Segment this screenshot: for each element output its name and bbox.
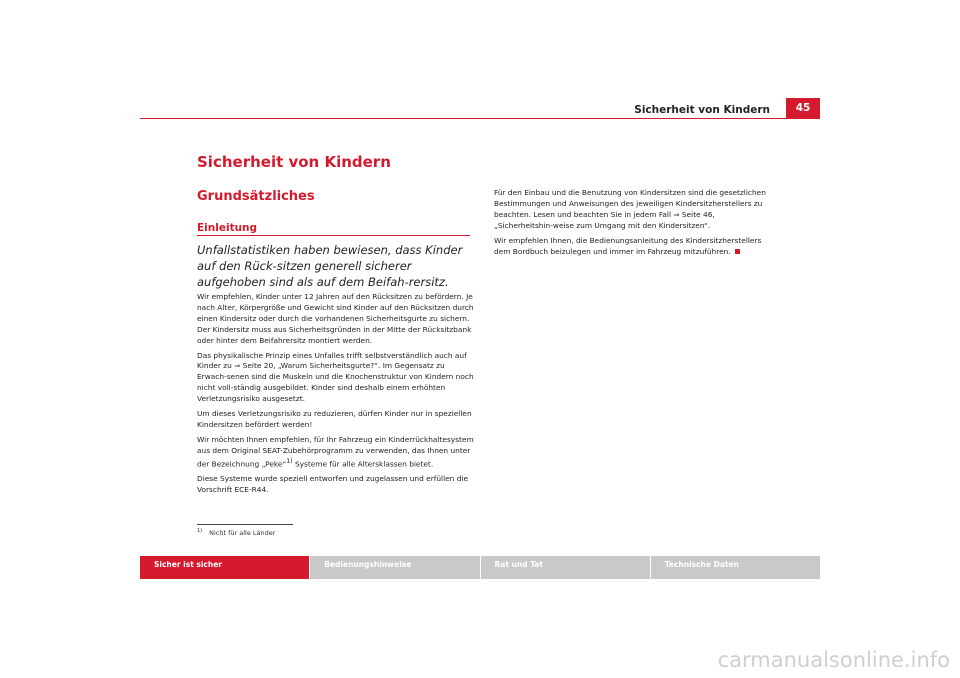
peke-text-after: Systeme für alle Altersklassen bietet. [292,459,434,469]
subsection-title: Einleitung [197,222,258,234]
footnote-divider [197,524,293,525]
footnote-text: Nicht für alle Länder [209,529,276,538]
peke-paragraph [197,435,474,470]
body-paragraph: Um dieses Verletzungsrisiko zu reduzieren, dürfen Kinder nur in speziellen Kindersitzen befördert werden! [197,409,472,429]
peke-text-before: Wir möchten Ihnen empfehlen, für Ihr Fahrzeug ein Kinderrückhaltesystem aus dem Original SEAT-Zubehörprogramm zu verwenden, das Ihnen unter der Bezeichnung „Peke“ [197,434,474,469]
body-paragraph-end [494,236,772,258]
page-number: 45 [786,98,820,119]
nav-tab-sicher-ist-sicher[interactable]: Sicher ist sicher [140,556,309,579]
subsection-divider [197,235,470,236]
section-end-icon [735,249,740,254]
footnote [197,528,275,537]
right-column [494,188,772,261]
body-paragraph: Wir empfehlen, Kinder unter 12 Jahren auf den Rücksitzen zu befördern. Je nach Alter, Körpergröße und Gewicht sind Kinder auf den Rücksitzen durch einen Kindersitz oder durch die vorhandenen Sicherheitsgurte zu sichern. Der Kindersitz muss aus Sicherheitsgründen in der Mitte der Rücksitzbank oder hinter dem Beifahrersitz montiert werden. [197,292,474,345]
footnote-reference: 1) [286,457,293,465]
section-title: Grundsätzliches [197,189,315,204]
body-paragraph: Das physikalische Prinzip eines Unfalles trifft selbstverständlich auch auf Kinder zu ⇒ Seite 20, „Warum Sicherheitsgurte?“. Im Gegensatz zu Erwach-senen sind die Muskeln und die Knochenstruktur von Kindern noch nicht voll-ständig ausgebildet. Kinder sind deshalb einem erhöhten Verletzungsrisiko ausgesetzt. [197,350,474,404]
header-divider [140,118,820,119]
nav-tab-bedienungshinweise[interactable]: Bedienungshinweise [310,556,479,579]
body-paragraph: Diese Systeme wurde speziell entworfen und zugelassen und erfüllen die Vorschrift ECE-R44. [197,474,468,494]
running-header-title: Sicherheit von Kindern [634,104,770,116]
nav-tab-rat-und-tat[interactable]: Rat und Tat [481,556,650,579]
nav-tab-technische-daten[interactable]: Technische Daten [651,556,820,579]
intro-paragraph: Unfallstatistiken haben bewiesen, dass Kinder auf den Rück-sitzen generell sicherer aufgehoben sind als auf dem Beifah-rersitz. [197,243,463,289]
left-column [197,292,474,500]
body-paragraph-text: Wir empfehlen Ihnen, die Bedienungsanleitung des Kindersitzherstellers dem Bordbuch beizulegen und immer im Fahrzeug mitzuführen. [494,235,762,256]
footnote-marker: 1) [197,528,203,534]
body-paragraph: Für den Einbau und die Benutzung von Kindersitzen sind die gesetzlichen Bestimmungen und Anweisungen des jeweiligen Kindersitzherstellers zu beachten. Lesen und beachten Sie in jedem Fall ⇒ Seite 46, „Sicherheitshin-weise zum Umgang mit den Kindersitzen“. [494,188,766,230]
chapter-title: Sicherheit von Kindern [197,153,391,171]
watermark: carmanualsonline.info [717,648,950,672]
chapter-nav [140,556,820,579]
